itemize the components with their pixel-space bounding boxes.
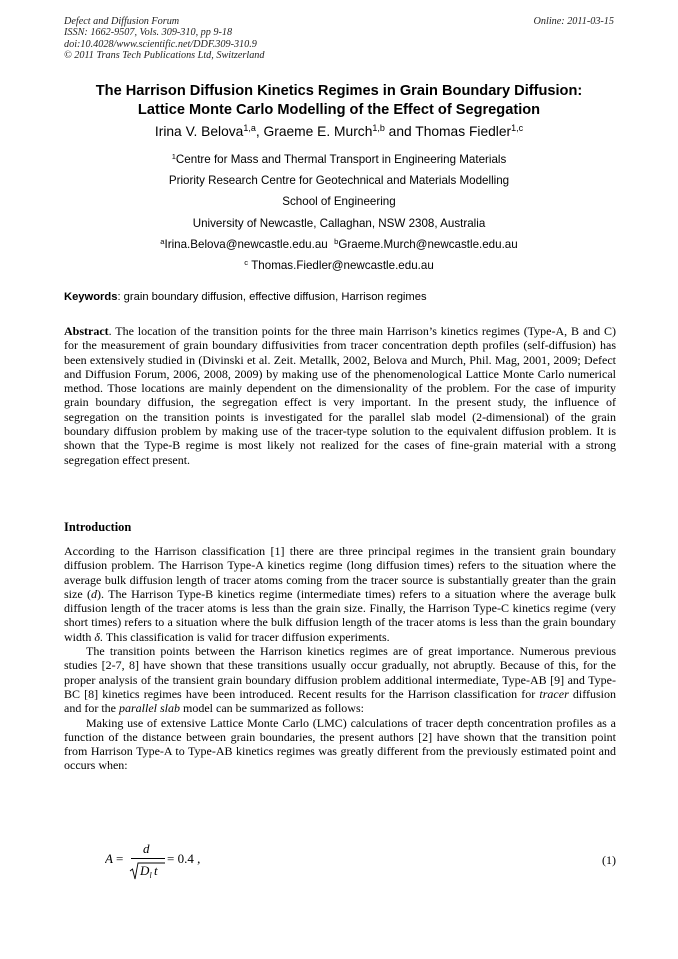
author-sup: 1,a [243, 123, 256, 134]
affiliation-block [40, 149, 638, 276]
affiliation-line [40, 149, 638, 170]
doi: doi:10.4028/www.scientific.net/DDF.309-310.9 [64, 38, 257, 50]
keywords-label: Keywords [64, 291, 118, 303]
abstract [64, 324, 616, 467]
author-sep: , [255, 124, 264, 139]
eq-lhs: A [105, 851, 113, 866]
eq-denom-D: D [140, 863, 150, 878]
author-name: Irina V. Belova [154, 124, 244, 139]
title-line-1: The Harrison Diffusion Kinetics Regimes in Grain Boundary Diffusion: [95, 83, 583, 99]
journal-header [64, 16, 264, 62]
text-span: According to the Harrison classification [1] there are three principal regimes in the transient grain boundary diffusion problem. The Harrison Type-A kinetics regime (long diffusion times) refers to the situation where the average bulk diffusion length of tracer atoms coming from the tracer source is substantially greater than the grain size ( [64, 544, 616, 601]
email-b: Graeme.Murch@newcastle.edu.au [338, 237, 518, 251]
email-sup: c [244, 257, 248, 267]
affiliation-line: Priority Research Centre for Geotechnical and Materials Modelling [168, 174, 510, 188]
paragraph [64, 544, 616, 644]
paragraph: Making use of extensive Lattice Monte Carlo (LMC) calculations of tracer depth concentration profiles as a function of the distance between grain boundaries, the present authors [2] have shown that the transition point from Harrison Type-A to Type-AB kinetics regimes was greatly different from the previously estimated point and occurs when: [64, 715, 616, 773]
eq-numerator: d [143, 841, 150, 856]
affiliation-sup: 1 [171, 151, 176, 161]
affiliation-line: University of Newcastle, Callaghan, NSW 2308, Australia [192, 216, 486, 230]
author-name: Thomas Fiedler [415, 124, 512, 139]
email-sup: a [160, 236, 165, 246]
eq-equals: = [116, 851, 124, 866]
email-a: Irina.Belova@newcastle.edu.au [164, 237, 328, 251]
email-c: Thomas.Fiedler@newcastle.edu.au [251, 258, 434, 272]
paper-title [40, 82, 638, 119]
section-heading-introduction: Introduction [64, 520, 132, 534]
affiliation-line: School of Engineering [282, 195, 396, 209]
abstract-label: Abstract [64, 324, 109, 338]
italic-tracer: tracer [539, 686, 569, 701]
paragraph [64, 644, 616, 715]
symbol-d: d [91, 586, 98, 601]
equation-number: (1) [602, 853, 616, 867]
author-list [40, 123, 638, 141]
abstract-text: . The location of the transition points for the three main Harrison’s kinetics regimes (Type-A, B and C) for the measurement of grain boundary diffusivities from tracer concentration depth profiles (self-diffusion) has been extensively studied in (Divinski et al. Zeit. Metallk, 2002, Belova and Murch, Phil. Mag, 2001, 2009; Defect and Diffusion Forum, 2006, 2008, 2009) by making use of the phenomenological Lattice Monte Carlo numerical method. Those locations are mainly dependent on the dimensionality of the problem. For the case of impurity grain boundary diffusion, the segregation effect is very important. In the present study, the influence of segregation on the transition points is investigated for the parallel slab model (2-dimensional) of the grain boundary diffusion problem by making use of the tracer-type solution to the equivalent diffusion problem. It is shown that the Type-B regime is most likely not realized for the cases of fine-grain material with a strong segregation effect present. [64, 324, 616, 467]
text-span: . This classification is valid for tracer diffusion experiments. [99, 629, 390, 644]
online-date: Online: 2011-03-15 [533, 16, 614, 27]
text-span: ). The Harrison Type-B kinetics regime (intermediate times) refers to a situation where the average bulk diffusion length of the tracer atoms is less than the grain size. Finally, the Harrison Type-C kinetics regime (very short times) refers to a situation where the bulk diffusion length of the tracer atoms is less than the grain boundary width [64, 586, 616, 644]
eq-denom-t: t [154, 863, 158, 878]
issn: ISSN: 1662-9507, Vols. 309-310, pp 9-18 [64, 27, 233, 39]
eq-denom-sub: l [149, 871, 152, 880]
eq-value: = 0.4 , [167, 851, 201, 866]
keywords-text: : grain boundary diffusion, effective diffusion, Harrison regimes [117, 291, 427, 303]
author-name: Graeme E. Murch [263, 124, 373, 139]
keywords [64, 290, 616, 304]
introduction-body [64, 544, 616, 773]
equation-1 [105, 840, 575, 882]
italic-parallel-slab: parallel slab [118, 701, 180, 716]
symbol-delta: δ [94, 629, 100, 644]
author-sup: 1,b [372, 123, 385, 134]
text-span: The transition points between the Harrison kinetics regimes are of great importance. Numerous previous studies [2-7, 8] have shown that these transitions usually occur gradually, not abruptly. Because of this, for the proper analysis of the transient grain boundary diffusion problem additional intermediate, Type-AB [9] and Type-BC [8] kinetics regimes have been introduced. Recent results for the Harrison classification for [64, 644, 616, 701]
text-span: model can be summarized as follows: [180, 701, 364, 716]
title-line-2: Lattice Monte Carlo Modelling of the Effect of Segregation [137, 101, 541, 118]
copyright: © 2011 Trans Tech Publications Ltd, Switzerland [64, 50, 265, 62]
text-span: diffusion and for the [64, 686, 616, 716]
email-line [40, 255, 638, 276]
affiliation-centre: Centre for Mass and Thermal Transport in Engineering Materials [175, 153, 507, 166]
author-sep: and [384, 124, 416, 139]
email-sup: b [334, 236, 339, 246]
author-sup: 1,c [511, 123, 524, 134]
journal-name: Defect and Diffusion Forum [64, 16, 180, 27]
email-line [40, 234, 638, 255]
